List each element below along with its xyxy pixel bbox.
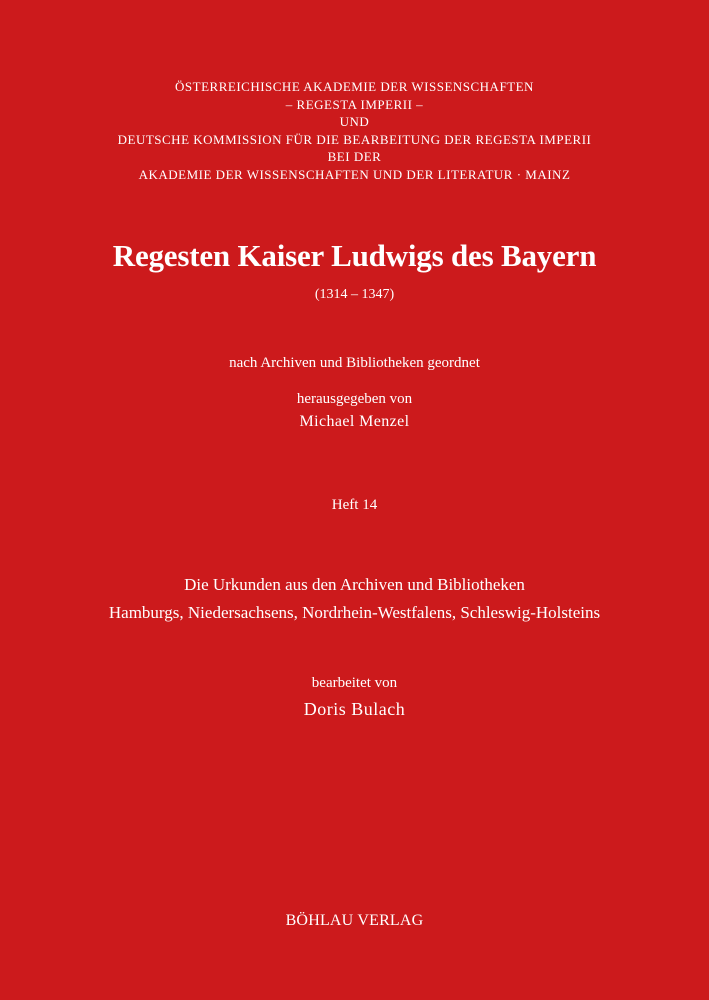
publisher-name: BÖHLAU VERLAG <box>285 912 424 929</box>
header-line-commission: DEUTSCHE KOMMISSION FÜR DIE BEARBEITUNG DER REGESTA IMPERII <box>117 132 592 147</box>
header-line-mainz: AKADEMIE DER WISSENSCHAFTEN UND DER LITERATUR · MAINZ <box>138 167 571 182</box>
volume-title-line-1: Die Urkunden aus den Archiven und Bibliotheken <box>184 575 525 594</box>
header-line-academy: ÖSTERREICHISCHE AKADEMIE DER WISSENSCHAFTEN <box>175 79 534 94</box>
author-label: bearbeitet von <box>311 675 398 691</box>
header-line-bei-der: BEI DER <box>327 149 382 164</box>
book-subtitle: nach Archiven und Bibliotheken geordnet <box>229 355 480 371</box>
volume-title-line-2: Hamburgs, Niedersachsens, Nordrhein-Westfalens, Schleswig-Holsteins <box>108 603 601 622</box>
author-name: Doris Bulach <box>303 699 406 719</box>
header-line-regesta: – REGESTA IMPERII – <box>285 97 424 112</box>
header-line-und: UND <box>339 114 370 129</box>
book-title: Regesten Kaiser Ludwigs des Bayern <box>112 238 597 273</box>
editor-label: herausgegeben von <box>296 391 413 407</box>
editor-name: Michael Menzel <box>299 413 410 430</box>
volume-number: Heft 14 <box>331 497 378 513</box>
reign-dates: (1314 – 1347) <box>314 287 395 302</box>
